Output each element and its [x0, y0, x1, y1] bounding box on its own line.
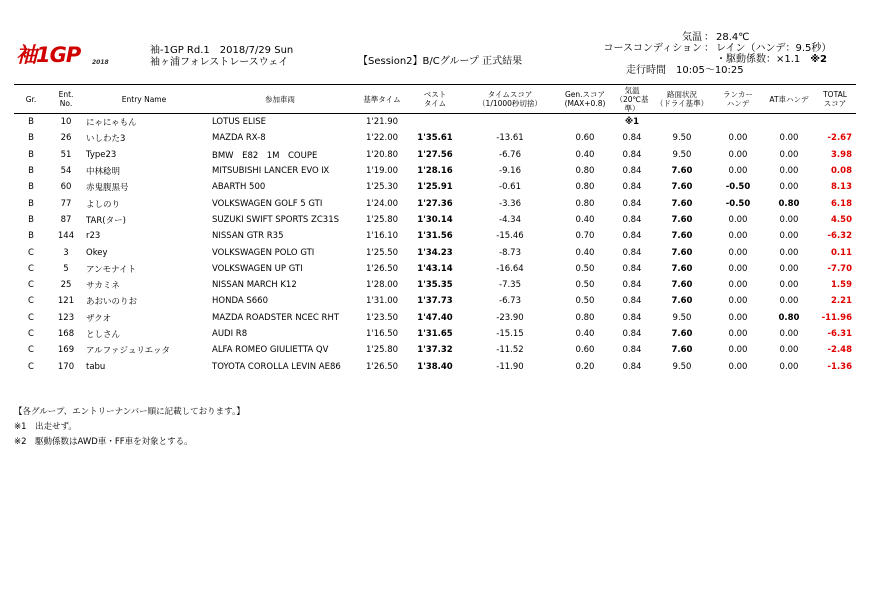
cell-rank: -0.50: [725, 182, 751, 193]
cell-score: -16.64: [496, 263, 524, 274]
cell-base: 1'21.90: [365, 117, 399, 128]
cell-at: 0.80: [778, 198, 800, 209]
cell-temp: 0.84: [622, 361, 642, 372]
cell-gr: B: [28, 214, 34, 225]
cell-base: 1'20.80: [365, 149, 399, 160]
cell-rank: 0.00: [728, 214, 748, 225]
cell-gr: C: [28, 361, 34, 372]
conditions-block: 気温 ： 28.4℃ コースコンディション ： レイン（ハンデ：9.5秒） ・駆動係数：×1.1 ※2 走行時間 10:05～10:25: [594, 32, 831, 76]
cell-score: -11.52: [496, 345, 524, 356]
cell-gr: B: [28, 133, 34, 144]
cell-temp: 0.84: [622, 198, 642, 209]
cell-name: いしわた3: [86, 134, 126, 145]
header-road: 路面状況 （ドライ基準）: [652, 85, 712, 114]
cell-temp: 0.84: [622, 166, 642, 177]
header-best: ベスト タイム: [408, 85, 462, 114]
cell-at: 0.00: [779, 149, 799, 160]
cell-best: 1'38.40: [417, 361, 453, 372]
cell-rank: -0.50: [725, 198, 751, 209]
cell-gen: 0.80: [575, 198, 595, 209]
logo-text: 袖1GP: [16, 43, 81, 67]
temp-value: 28.4℃: [716, 32, 750, 43]
cell-no: 60: [60, 182, 72, 193]
cell-gr: B: [28, 149, 34, 160]
cell-road: 7.60: [671, 198, 693, 209]
cell-gen: 0.50: [575, 296, 595, 307]
cell-at: 0.00: [779, 280, 799, 291]
cell-rank: 0.00: [728, 296, 748, 307]
cell-car: VOLKSWAGEN POLO GTI: [212, 247, 315, 258]
cell-best: 1'37.73: [417, 296, 453, 307]
header-base: 基準タイム: [356, 85, 408, 114]
notes: [14, 405, 245, 450]
cell-car: NISSAN GTR R35: [212, 231, 284, 242]
cell-base: 1'25.50: [365, 247, 399, 258]
cell-rank: 0.00: [728, 247, 748, 258]
cell-base: 1'28.00: [365, 280, 399, 291]
cell-rank: [712, 114, 764, 131]
cell-gen: 0.50: [575, 280, 595, 291]
cell-road: 7.60: [671, 166, 693, 177]
cell-score: -6.76: [499, 149, 521, 160]
cell-car: VOLKSWAGEN UP GTI: [212, 263, 303, 274]
cell-score: -23.90: [496, 312, 524, 323]
course-label: コースコンディション: [603, 43, 702, 54]
cell-name: よしのり: [86, 199, 121, 210]
cell-at: 0.00: [779, 263, 799, 274]
cell-gen: 0.40: [575, 247, 595, 258]
cell-name: r23: [86, 231, 101, 242]
note-order: 【各グループ、エントリーナンバー順に記載しております。】: [14, 407, 245, 417]
cell-base: 1'26.50: [365, 361, 399, 372]
cell-name: Okey: [86, 247, 108, 258]
time-label: 走行時間: [626, 65, 666, 76]
cell-score: [462, 114, 558, 131]
results-table: [14, 84, 856, 375]
cell-total: [814, 114, 856, 131]
cell-best: 1'30.14: [417, 214, 453, 225]
header-gr: Gr.: [14, 85, 48, 114]
cell-road: 7.60: [671, 296, 693, 307]
time-value: 10:05～10:25: [676, 65, 744, 76]
cell-at: [764, 114, 814, 131]
header-temp: 気温 （20℃基 準）: [612, 85, 652, 114]
cell-base: 1'25.80: [365, 345, 399, 356]
cell-temp: 0.84: [622, 263, 642, 274]
cell-base: 1'24.00: [365, 198, 399, 209]
cell-gen: [558, 114, 612, 131]
cell-road: 7.60: [671, 214, 693, 225]
cell-base: 1'16.10: [365, 231, 399, 242]
cell-score: -13.61: [496, 133, 524, 144]
cell-car: HONDA S660: [212, 296, 268, 307]
cell-score: -0.61: [499, 182, 521, 193]
drive-note: ※2: [810, 54, 827, 65]
cell-score: -7.35: [499, 280, 521, 291]
cell-score: -11.90: [496, 361, 524, 372]
cell-temp: 0.84: [622, 133, 642, 144]
cell-gen: 0.80: [575, 166, 595, 177]
cell-best: 1'37.32: [417, 345, 453, 356]
cell-no: 54: [60, 166, 72, 177]
cell-gen: 0.60: [575, 133, 595, 144]
cell-base: 1'23.50: [365, 312, 399, 323]
cell-temp: 0.84: [622, 149, 642, 160]
cell-name: Type23: [86, 149, 117, 160]
cell-gr: C: [28, 263, 34, 274]
cell-gr: C: [28, 345, 34, 356]
cell-road: 7.60: [671, 263, 693, 274]
header-gen: Gen.スコア (MAX+0.8): [558, 85, 612, 114]
cell-road: 7.60: [671, 247, 693, 258]
table-row: [14, 342, 856, 358]
cell-gen: 0.70: [575, 231, 595, 242]
header-rank: ランカー ハンデ: [712, 85, 764, 114]
cell-road: 7.60: [671, 329, 693, 339]
cell-base: 1'22.00: [365, 133, 399, 144]
cell-total: 6.18: [831, 198, 852, 209]
cell-at: 0.00: [779, 182, 799, 193]
cell-base: 1'25.80: [365, 214, 399, 225]
cell-rank: 0.00: [728, 149, 748, 160]
cell-name: アルファジュリエッタ: [86, 346, 170, 357]
logo: [16, 44, 116, 70]
cell-total: -6.31: [827, 329, 852, 339]
table-row: [14, 277, 856, 293]
event-info: [150, 45, 293, 69]
cell-gen: 0.80: [575, 312, 595, 323]
cell-best: 1'31.65: [417, 329, 453, 339]
cell-no: 169: [57, 345, 75, 356]
cell-total: 3.98: [831, 149, 852, 160]
cell-road: 7.60: [671, 182, 693, 193]
cell-no: 170: [57, 361, 75, 372]
cell-best: 1'28.16: [417, 166, 453, 177]
cell-rank: 0.00: [728, 361, 748, 372]
cell-road: [652, 114, 712, 131]
cell-name: tabu: [86, 361, 106, 372]
header-car: 参加車両: [204, 85, 356, 114]
cell-score: -15.15: [496, 329, 524, 339]
table-row: [14, 130, 856, 146]
cell-no: 10: [60, 117, 72, 128]
header-total: TOTAL スコア: [814, 85, 856, 114]
cell-rank: 0.00: [728, 329, 748, 339]
cell-base: 1'31.00: [365, 296, 399, 307]
cell-road: 9.50: [672, 133, 692, 144]
cell-rank: 0.00: [728, 345, 748, 356]
cell-rank: 0.00: [728, 280, 748, 291]
cell-temp: 0.84: [622, 329, 642, 339]
table-row: [14, 293, 856, 309]
cell-no: 3: [63, 247, 69, 258]
cell-no: 87: [60, 214, 72, 225]
cell-no: 25: [60, 280, 72, 291]
cell-name: 赤鬼腹黒号: [86, 183, 129, 194]
note-2: ※2 駆動係数はAWD車・FF車を対象とする。: [14, 437, 193, 447]
table-row: [14, 261, 856, 277]
cell-gen: 0.40: [575, 329, 595, 339]
cell-best: 1'47.40: [417, 312, 453, 323]
cell-at: 0.00: [779, 345, 799, 356]
cell-no: 51: [60, 149, 72, 160]
header-score: タイムスコア （1/1000秒切捨）: [462, 85, 558, 114]
table-row: [14, 212, 856, 228]
cell-road: 7.60: [671, 231, 693, 242]
cell-no: 121: [57, 296, 75, 307]
cell-at: 0.00: [779, 361, 799, 372]
cell-gr: B: [28, 231, 34, 242]
cell-score: -9.16: [499, 166, 521, 177]
logo-year: 2018: [92, 59, 109, 66]
cell-no: 77: [60, 198, 72, 209]
cell-best: 1'27.36: [417, 198, 453, 209]
cell-total: 2.21: [831, 296, 852, 307]
header-ent: Ent. No.: [48, 85, 84, 114]
cell-name: サカミネ: [86, 281, 120, 292]
cell-score: -4.34: [499, 214, 521, 225]
cell-base: 1'26.50: [365, 263, 399, 274]
cell-score: -3.36: [499, 198, 521, 209]
cell-no: 168: [57, 329, 75, 339]
drive-coefficient: ・駆動係数：×1.1: [716, 54, 801, 65]
cell-name: 中林稔明: [86, 167, 121, 178]
cell-best: 1'35.61: [417, 133, 453, 144]
cell-at: 0.00: [779, 329, 799, 339]
cell-car: BMW E82 1M COUPE: [212, 150, 318, 161]
cell-total: 0.11: [831, 247, 852, 258]
table-row: [14, 244, 856, 260]
event-title: 袖-1GP Rd.1 2018/7/29 Sun: [150, 45, 294, 56]
cell-name: TAR(ター): [86, 215, 126, 226]
cell-at: 0.00: [779, 133, 799, 144]
cell-gr: C: [28, 280, 34, 291]
cell-name: アンモナイト: [86, 264, 137, 275]
table-row: [14, 358, 856, 374]
cell-temp: 0.84: [622, 182, 642, 193]
cell-name: としさん: [86, 330, 121, 340]
table-row: [14, 163, 856, 179]
cell-temp: ※1: [624, 117, 640, 128]
table-row: [14, 228, 856, 244]
cell-car: ABARTH 500: [212, 182, 266, 193]
cell-total: -2.67: [827, 133, 852, 144]
cell-total: -2.48: [827, 345, 852, 356]
cell-at: 0.00: [779, 214, 799, 225]
cell-name: あおいのりお: [86, 297, 138, 308]
table-row: [14, 147, 856, 163]
cell-total: 0.08: [831, 166, 852, 177]
note-1: ※1 出走せず。: [14, 422, 77, 432]
table-header: [14, 85, 856, 114]
cell-temp: 0.84: [622, 231, 642, 242]
cell-gen: 0.50: [575, 263, 595, 274]
cell-car: TOYOTA COROLLA LEVIN AE86: [212, 361, 341, 372]
cell-gen: 0.20: [575, 361, 595, 372]
cell-gr: C: [28, 296, 34, 307]
cell-gen: 0.60: [575, 345, 595, 356]
cell-no: 26: [60, 133, 72, 144]
cell-at: 0.00: [779, 296, 799, 307]
cell-car: MAZDA ROADSTER NCEC RHT: [212, 312, 340, 323]
cell-total: -7.70: [827, 263, 852, 274]
cell-car: LOTUS ELISE: [212, 117, 267, 128]
cell-car: AUDI R8: [212, 329, 248, 339]
cell-total: 1.59: [831, 280, 852, 291]
cell-at: 0.00: [779, 166, 799, 177]
cell-gr: C: [28, 329, 34, 339]
cell-best: 1'43.14: [417, 263, 453, 274]
cell-road: 7.60: [671, 280, 693, 291]
cell-gr: B: [28, 182, 34, 193]
cell-gen: 0.40: [575, 214, 595, 225]
cell-temp: 0.84: [622, 247, 642, 258]
cell-gr: B: [28, 166, 34, 177]
cell-gr: B: [28, 117, 34, 128]
cell-best: 1'34.23: [417, 247, 453, 258]
cell-temp: 0.84: [622, 312, 642, 323]
cell-total: -11.96: [821, 312, 852, 323]
cell-at: 0.00: [779, 231, 799, 242]
cell-base: 1'19.00: [365, 166, 399, 177]
cell-name: ザクオ: [86, 313, 112, 324]
cell-rank: 0.00: [728, 312, 748, 323]
cell-gr: C: [28, 312, 34, 323]
cell-car: VOLKSWAGEN GOLF 5 GTI: [212, 198, 323, 209]
course-value: レイン（ハンデ：9.5秒）: [716, 43, 832, 54]
cell-car: SUZUKI SWIFT SPORTS ZC31S: [212, 214, 339, 225]
cell-base: 1'25.30: [365, 182, 399, 193]
cell-car: NISSAN MARCH K12: [212, 280, 297, 291]
event-venue: 袖ヶ浦フォレストレースウェイ: [150, 57, 289, 68]
cell-rank: 0.00: [728, 263, 748, 274]
cell-rank: 0.00: [728, 231, 748, 242]
cell-score: -6.73: [499, 296, 521, 307]
cell-no: 144: [57, 231, 75, 242]
cell-gen: 0.40: [575, 149, 595, 160]
cell-total: 4.50: [831, 214, 852, 225]
cell-temp: 0.84: [622, 280, 642, 291]
cell-gr: C: [28, 247, 34, 258]
table-row: [14, 114, 856, 131]
cell-best: 1'35.35: [417, 280, 453, 291]
cell-temp: 0.84: [622, 296, 642, 307]
cell-road: 9.50: [672, 361, 692, 372]
table-row: [14, 326, 856, 342]
cell-best: 1'27.56: [417, 149, 453, 160]
temp-label: 気温: [682, 32, 702, 43]
cell-best: 1'25.91: [417, 182, 453, 193]
table-row: [14, 310, 856, 326]
cell-name: にゃにゃもん: [86, 118, 137, 129]
table-row: [14, 179, 856, 195]
cell-road: 9.50: [672, 312, 692, 323]
cell-base: 1'16.50: [365, 329, 399, 339]
cell-no: 123: [57, 312, 75, 323]
cell-score: -8.73: [499, 247, 521, 258]
cell-no: 5: [63, 263, 69, 274]
cell-temp: 0.84: [622, 345, 642, 356]
cell-car: ALFA ROMEO GIULIETTA QV: [212, 345, 329, 356]
header-name: Entry Name: [84, 85, 204, 114]
cell-total: -6.32: [827, 231, 852, 242]
cell-total: 8.13: [831, 182, 852, 193]
cell-car: MAZDA RX-8: [212, 133, 266, 144]
cell-at: 0.80: [778, 312, 800, 323]
cell-best: [408, 114, 462, 131]
cell-best: 1'31.56: [417, 231, 453, 242]
cell-car: MITSUBISHI LANCER EVO Ⅸ: [212, 166, 330, 177]
cell-road: 9.50: [672, 149, 692, 160]
cell-score: -15.46: [496, 231, 524, 242]
cell-gen: 0.80: [575, 182, 595, 193]
cell-at: 0.00: [779, 247, 799, 258]
cell-total: -1.36: [827, 361, 852, 372]
table-row: [14, 195, 856, 211]
cell-gr: B: [28, 198, 34, 209]
cell-rank: 0.00: [728, 166, 748, 177]
header-at: AT車ハンデ: [764, 85, 814, 114]
cell-temp: 0.84: [622, 214, 642, 225]
cell-road: 7.60: [671, 345, 693, 356]
cell-rank: 0.00: [728, 133, 748, 144]
session-title: 【Session2】B/Cグループ 正式結果: [358, 56, 523, 67]
